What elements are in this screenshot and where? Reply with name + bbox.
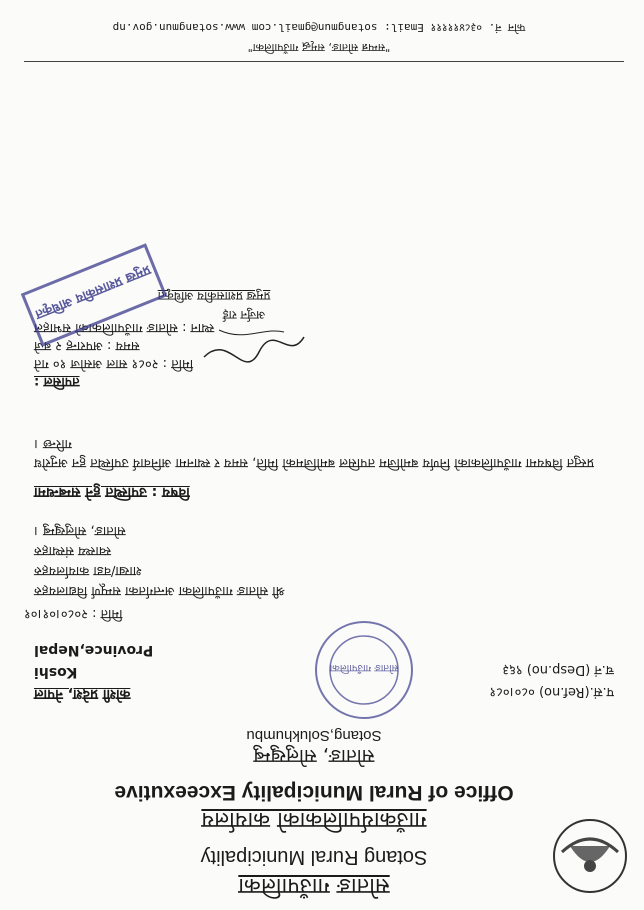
province-en: Koshi Province,Nepal	[34, 642, 154, 680]
recipient-line2: शाखा/वडा कार्यालयहरु	[34, 563, 142, 578]
date-value: २०८०।०१।०१	[24, 606, 88, 621]
schedule-time: समय : अपरान्ह २ बजे	[34, 338, 140, 353]
body-paragraph: प्रस्तुत विषयमा गाउँपालिकाको निर्णय बमोजिम तपसिल बमोजिमको मिति, समय र स्थानमा अनिवार्य उपस्थित हुन अनुरोध गरिन्छ ।	[34, 436, 594, 470]
stamp-text: प्रमुख प्रशासकीय अधिकृत	[32, 261, 153, 322]
ref-label: प.सं.(Ref.no)	[539, 684, 614, 699]
office-name-en: Office of Rural Municipality Exceexutive	[114, 781, 514, 804]
footer-motto: "सम्पन्न सोताङ, समृद्ध गाउँपालिका"	[247, 41, 391, 54]
ref-value: ०८०।०८१	[489, 684, 535, 699]
reference-block	[489, 658, 614, 702]
date-label: मिति	[100, 606, 123, 621]
schedule-date: मिति : २०८१ साल असोज १० गते	[34, 356, 194, 371]
footer-contact: फोन नं. ०३८४१११११ Email: sotangmun@gmail.com www.sotangmun.gov.np	[112, 21, 526, 34]
schedule-heading: तपसिल :	[34, 374, 80, 389]
subject-line: विषय : उपस्थित हुने सम्बन्धमा	[34, 484, 190, 500]
province-np: कोशी प्रदेश, नेपाल	[34, 686, 131, 702]
place-en: Sotang,Solukhumbu	[246, 727, 382, 744]
signatory-name: अर्जुन राई	[222, 308, 266, 322]
round-seal-text: सोताङ गाउँपालिका	[329, 662, 399, 673]
desp-value: ९६३	[502, 662, 523, 677]
recipient-block	[34, 520, 464, 600]
date-line: मिति : २०८०।०१।०१	[24, 606, 123, 621]
municipality-name-np: सोताङ गाउँपालिका	[238, 873, 390, 898]
recipient-line3: स्वास्थ्य संस्थाहरु	[34, 543, 112, 558]
signatory-designation: प्रमुख प्रशासकीय अधिकृत	[157, 289, 271, 303]
place-np: सोताङ, सोलुखुम्बु	[253, 745, 375, 767]
footer-divider	[24, 61, 624, 62]
schedule-venue: स्थान : सोताङ गाउँपालिकाको सभाहल	[34, 320, 215, 335]
municipality-name-en: Sotang Rural Municipality	[200, 846, 428, 868]
office-name-np: गाउँकार्यपालिकाको कार्यालय	[201, 807, 427, 832]
nepal-emblem-icon	[550, 816, 630, 896]
recipient-line4: सोताङ, सोलुखुम्बु ।	[34, 523, 126, 538]
province-block	[34, 639, 194, 705]
recipient-line1: श्री सोताङ गाउँपालिका अन्तर्गतका सम्पूर्ण विद्यालयहरु	[34, 583, 285, 598]
handwritten-signature	[194, 317, 314, 372]
round-seal-stamp	[309, 615, 419, 725]
desp-label: च.नं (Desp.no)	[526, 662, 614, 677]
